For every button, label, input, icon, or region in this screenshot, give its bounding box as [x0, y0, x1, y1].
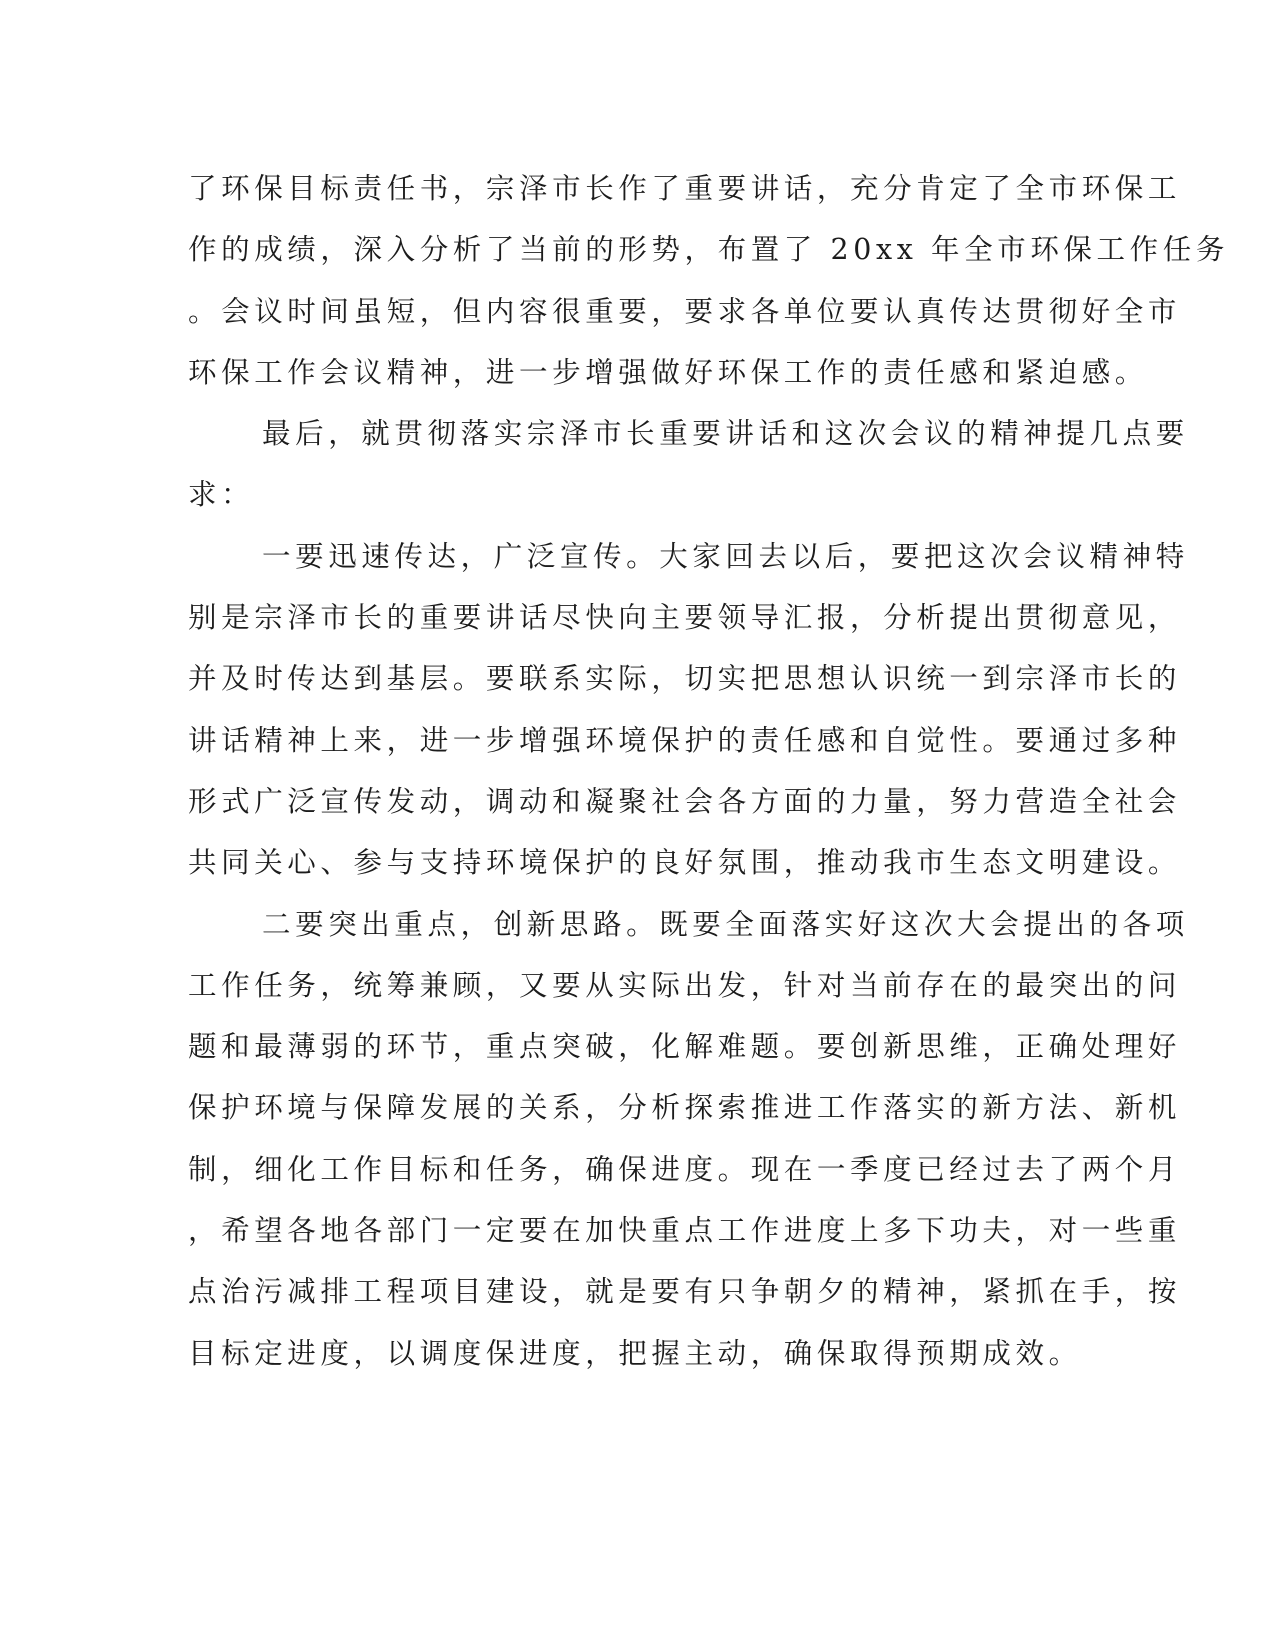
text-line: 题和最薄弱的环节，重点突破，化解难题。要创新思维，正确处理好 [188, 1030, 1182, 1064]
text-line: 工作任务，统筹兼顾，又要从实际出发，针对当前存在的最突出的问 [188, 968, 1182, 1002]
text-line: 。会议时间虽短，但内容很重要，要求各单位要认真传达贯彻好全市 [188, 294, 1182, 328]
text-line: 求： [188, 478, 255, 512]
paragraph-start-line: 最后，就贯彻落实宗泽市长重要讲话和这次会议的精神提几点要 [262, 417, 1189, 451]
text-line: 共同关心、参与支持环境保护的良好氛围，推动我市生态文明建设。 [188, 846, 1182, 880]
text-line: 了环保目标责任书，宗泽市长作了重要讲话，充分肯定了全市环保工 [188, 172, 1182, 205]
paragraph-start-line: 一要迅速传达，广泛宣传。大家回去以后，要把这次会议精神特 [262, 539, 1189, 573]
text-line: 讲话精神上来，进一步增强环境保护的责任感和自觉性。要通过多种 [188, 723, 1182, 757]
text-line: 别是宗泽市长的重要讲话尽快向主要领导汇报，分析提出贯彻意见， [188, 601, 1182, 635]
text-line: 保护环境与保障发展的关系，分析探索推进工作落实的新方法、新机 [188, 1091, 1182, 1125]
text-line: ，希望各地各部门一定要在加快重点工作进度上多下功夫，对一些重 [188, 1214, 1182, 1248]
text-line: 作的成绩，深入分析了当前的形势，布置了 20xx 年全市环保工作任务 [188, 233, 1229, 267]
text-line: 制，细化工作目标和任务，确保进度。现在一季度已经过去了两个月 [188, 1152, 1182, 1186]
text-line: 环保工作会议精神，进一步增强做好环保工作的责任感和紧迫感。 [188, 355, 1148, 389]
text-line: 形式广泛宣传发动，调动和凝聚社会各方面的力量，努力营造全社会 [188, 784, 1182, 818]
body-text [188, 158, 1229, 1384]
text-line: 并及时传达到基层。要联系实际，切实把思想认识统一到宗泽市长的 [188, 662, 1182, 696]
text-line: 目标定进度，以调度保进度，把握主动，确保取得预期成效。 [188, 1336, 1082, 1370]
paragraph-start-line: 二要突出重点，创新思路。既要全面落实好这次大会提出的各项 [262, 907, 1189, 941]
text-line: 点治污减排工程项目建设，就是要有只争朝夕的精神，紧抓在手，按 [188, 1275, 1182, 1309]
